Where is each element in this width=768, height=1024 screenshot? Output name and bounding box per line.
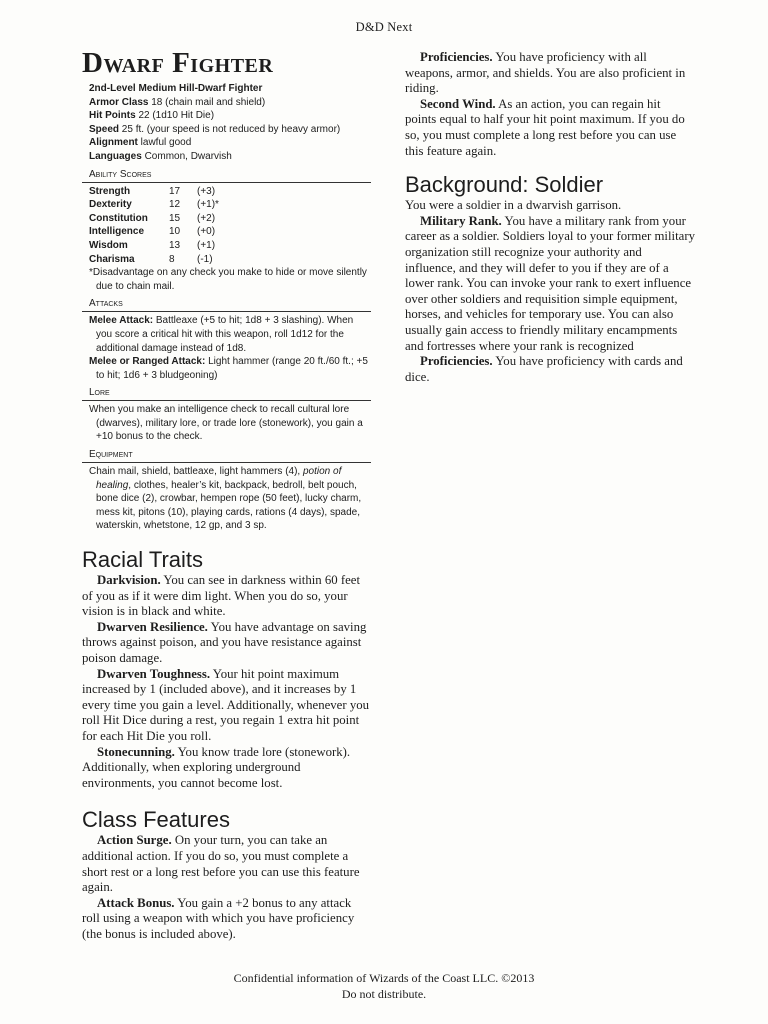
ability-mod: (-1): [197, 253, 213, 265]
proficiencies-paragraph: Proficiencies. You have proficiency with all weapons, armor, and shields. You are also proficient in riding.: [405, 50, 686, 96]
stonecunning-paragraph: Stonecunning. You know trade lore (stonework). Additionally, when exploring underground environments, you cannot become lost.: [82, 744, 351, 790]
background-intro: You were a soldier in a dwarvish garrison.: [405, 198, 622, 213]
action-surge-paragraph: Action Surge. On your turn, you can take an additional action. If you do so, you must complete a short rest or a long rest before you can use this feature again.: [82, 833, 360, 895]
ability-note: *Disadvantage on any check you make to hide or move silently due to chain mail.: [89, 267, 367, 292]
resilience-paragraph: Dwarven Resilience. You have advantage on saving throws against poison, and you have resistance against poison damage.: [82, 619, 367, 665]
attacks-heading: Attacks: [82, 298, 371, 312]
racial-traits-heading: Racial Traits: [82, 547, 204, 573]
ability-mod: (+0): [197, 226, 216, 238]
footer-copyright: Confidential information of Wizards of the Coast LLC. ©2013: [233, 971, 535, 985]
left-column: [82, 48, 371, 943]
ability-name: Intelligence: [89, 226, 145, 238]
second-wind-paragraph: Second Wind. As an action, you can regain hit points equal to half your hit point maximum. If you do so, you must complete a long rest before you can use this feature again.: [405, 96, 685, 158]
alignment: Alignment lawful good: [89, 137, 192, 149]
ability-score: 12: [169, 199, 181, 211]
ability-name: Dexterity: [89, 199, 132, 211]
armor-class: Armor Class 18 (chain mail and shield): [89, 96, 266, 108]
ability-mod: (+1)*: [197, 199, 219, 211]
page-footer: [0, 970, 768, 1002]
summary-block: [82, 82, 371, 164]
ability-name: Charisma: [89, 253, 135, 265]
ability-name: Wisdom: [89, 239, 128, 251]
lore-heading: Lore: [82, 387, 371, 401]
background-proficiencies-paragraph: Proficiencies. You have proficiency with cards and dice.: [405, 354, 683, 384]
ability-score: 17: [169, 185, 181, 197]
page-header: D&D Next: [355, 20, 413, 34]
ranged-attack: Melee or Ranged Attack: Light hammer (range 20 ft./60 ft.; +5 to hit; 1d6 + 3 bludgeoning): [89, 356, 368, 381]
ability-mod: (+1): [197, 239, 216, 251]
equipment-text: Chain mail, shield, battleaxe, light hammers (4), potion of healing, clothes, healer’s kit, backpack, bedroll, belt pouch, bone dice (2), crowbar, hempen rope (50 feet), lucky charm, mess kit, pitons (10), playing cards, rations (4 days), spade, waterskin, whetstone, 12 gp, and 3 sp.: [89, 466, 362, 532]
ability-score: 15: [169, 212, 181, 224]
hit-points: Hit Points 22 (1d10 Hit Die): [89, 110, 215, 122]
ability-score: 8: [169, 253, 175, 265]
equipment-heading: Equipment: [82, 449, 371, 463]
background-heading: Background: Soldier: [405, 172, 604, 198]
page-title: Dwarf Fighter: [82, 47, 274, 79]
languages: Languages Common, Dwarvish: [89, 150, 232, 162]
darkvision-paragraph: Darkvision. You can see in darkness within 60 feet of you as if it were dim light. When you do so, your vision is in black and white.: [82, 573, 361, 619]
right-column: [405, 50, 695, 385]
ability-name: Constitution: [89, 212, 148, 224]
toughness-paragraph: Dwarven Toughness. Your hit point maximum increased by 1 (included above), and it increases by 1 every time you gain a level. Additionally, whenever you roll Hit Dice during a rest, you regain 1 extra hit point for each Hit Die you roll.: [82, 666, 370, 743]
class-features-heading: Class Features: [82, 807, 230, 833]
footer-notice: Do not distribute.: [341, 987, 427, 1001]
ability-mod: (+3): [197, 185, 216, 197]
ability-score: 10: [169, 226, 181, 238]
military-rank-paragraph: Military Rank. You have a military rank from your career as a soldier. Soldiers loyal to your former military organization still recognize your authority and influence, and they will defer to you if they are of a lower rank. You can invoke your rank to exert influence over other soldiers and requisition simple equipment, horses, and vehicles for temporary use. You can also usually gain access to friendly military encampments and fortresses where your rank is recognized: [405, 213, 695, 353]
ability-mod: (+2): [197, 212, 216, 224]
ability-score: 13: [169, 239, 181, 251]
attack-bonus-paragraph: Attack Bonus. You gain a +2 bonus to any attack roll using a weapon with which you have proficiency (the bonus is included above).: [82, 895, 355, 941]
ability-name: Strength: [89, 185, 131, 197]
lore-text: When you make an intelligence check to recall cultural lore (dwarves), military lore, or trade lore (stonework), you gain a +10 bonus to the check.: [89, 404, 363, 443]
speed: Speed 25 ft. (your speed is not reduced by heavy armor): [89, 123, 341, 135]
subtitle: 2nd-Level Medium Hill-Dwarf Fighter: [89, 83, 263, 94]
ability-scores-table: [82, 185, 371, 267]
melee-attack: Melee Attack: Battleaxe (+5 to hit; 1d8 + 3 slashing). When you score a critical hit with this weapon, roll 1d12 for the additional damage instead of 1d8.: [89, 315, 354, 354]
ability-scores-heading: Ability Scores: [82, 169, 371, 183]
